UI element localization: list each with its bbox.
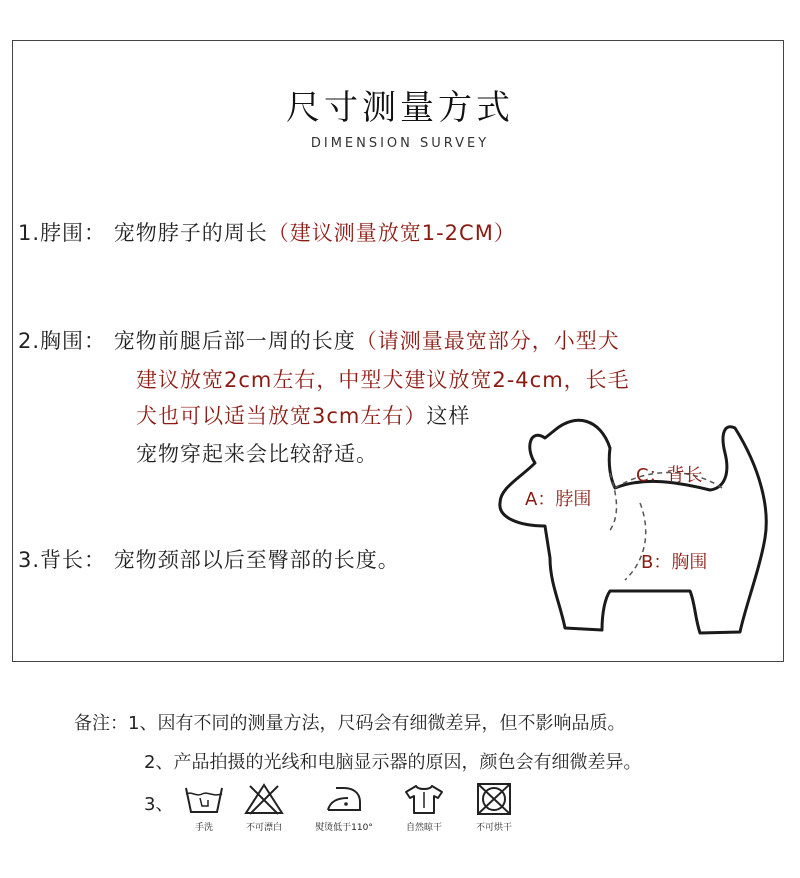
chest-tail-2: 宠物穿起来会比较舒适。 (136, 442, 378, 466)
chest-note-1: （请测量最宽部分，小型犬 (355, 329, 620, 353)
note-line-1 (74, 709, 625, 735)
label-chest: B：胸围 (641, 552, 708, 573)
dog-outline (500, 420, 766, 633)
note-label: 备注： (74, 713, 128, 734)
hand-wash-icon (182, 782, 226, 816)
label-neck: A：脖围 (525, 489, 592, 510)
neck-prefix: 1.脖围： (18, 221, 107, 245)
page-title: 尺寸测量方式 (286, 88, 514, 128)
care-label-line-dry: 自然晾干 (405, 823, 442, 833)
note-line-2: 2、产品拍摄的光线和电脑显示器的原因，颜色会有细微差异。 (144, 752, 642, 773)
care-label-hand-wash: 手洗 (194, 823, 213, 833)
neck-desc: 宠物脖子的周长 (113, 221, 268, 245)
note-1-text: 1、因有不同的测量方法，尺码会有细微差异，但不影响品质。 (128, 713, 626, 734)
care-no-bleach (224, 782, 304, 833)
care-line-dry (384, 782, 464, 833)
chest-note-3-line (136, 400, 470, 430)
neck-item (18, 217, 516, 247)
chest-tail-1: 这样 (426, 404, 471, 428)
chest-item (18, 325, 620, 355)
chest-note-2: 建议放宽2cm左右，中型犬建议放宽2-4cm，长毛 (136, 368, 630, 392)
care-no-tumble-dry (454, 782, 534, 833)
chest-desc: 宠物前腿后部一周的长度 (113, 329, 356, 353)
care-label-no-tumble-dry: 不可烘干 (475, 823, 512, 833)
label-back: C：背长 (636, 465, 703, 486)
back-prefix: 3.背长： (18, 548, 107, 572)
care-label-iron-low: 熨烫低于110° (315, 823, 373, 833)
note-line-3-prefix: 3、 (144, 794, 174, 815)
chest-note-3: 犬也可以适当放宽3cm左右） (136, 404, 427, 428)
neck-note: （建议测量放宽1-2CM） (267, 221, 516, 245)
care-label-no-bleach: 不可漂白 (245, 823, 282, 833)
back-item (18, 544, 400, 574)
iron-low-icon (322, 782, 366, 816)
back-desc: 宠物颈部以后至臀部的长度。 (113, 548, 400, 572)
line-dry-icon (402, 782, 446, 816)
page-subtitle: DIMENSION SURVEY (310, 136, 490, 151)
chest-prefix: 2.胸围： (18, 329, 107, 353)
care-iron-low (304, 782, 384, 833)
no-bleach-icon (242, 782, 286, 816)
dog-diagram (490, 408, 790, 648)
no-tumble-dry-icon (472, 782, 516, 816)
